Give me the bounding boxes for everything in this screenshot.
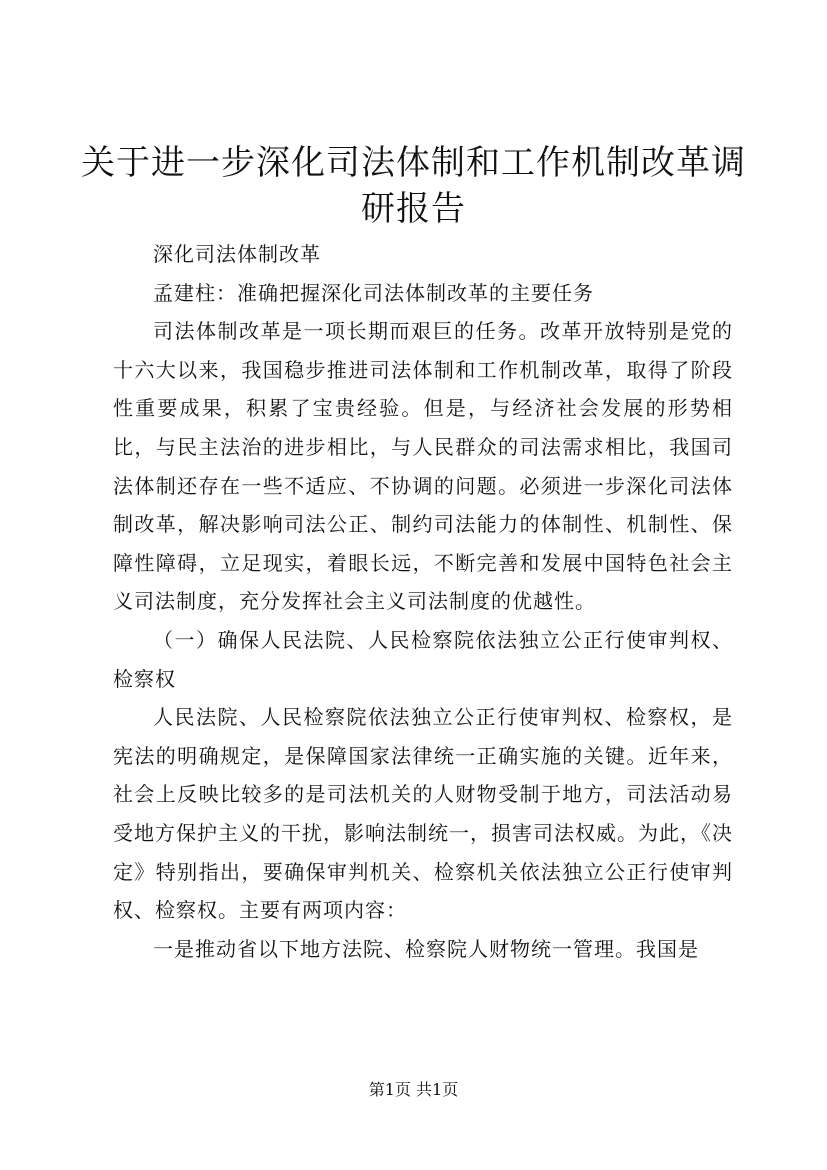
paragraph-intro: 司法体制改革是一项长期而艰巨的任务。改革开放特别是党的十六大以来，我国稳步推进司法体制和工作机制改革，取得了阶段性重要成果，积累了宝贵经验。但是，与经济社会发展的形势相比，与民主法治的进步相比，与人民群众的司法需求相比，我国司法体制还存在一些不适应、不协调的问题。必须进一步深化司法体制改革，解决影响司法公正、制约司法能力的体制性、机制性、保障性障碍，立足现实，着眼长远，不断完善和发展中国特色社会主义司法制度，充分发挥社会主义司法制度的优越性。 bbox=[113, 319, 733, 614]
paragraph-section-body: 人民法院、人民检察院依法独立公正行使审判权、检察权，是宪法的明确规定，是保障国家法律统一正确实施的关键。近年来，社会上反映比较多的是司法机关的人财物受制于地方，司法活动易受地方保护主义的干扰，影响法制统一，损害司法权威。为此，《决定》特别指出，要确保审判机关、检察机关依法独立公正行使审判权、检察权。主要有两项内容： bbox=[113, 705, 733, 923]
page-number: 第1页 共1页 bbox=[368, 1080, 459, 1099]
document-body bbox=[113, 235, 733, 968]
paragraph-subtitle: 深化司法体制改革 bbox=[153, 242, 321, 266]
paragraph-section-heading: （一）确保人民法院、人民检察院依法独立公正行使审判权、检察权 bbox=[113, 627, 733, 691]
document-title: 关于进一步深化司法体制和工作机制改革调研报告 bbox=[81, 143, 746, 229]
paragraph-point-one: 一是推动省以下地方法院、检察院人财物统一管理。我国是 bbox=[153, 936, 699, 961]
paragraph-author-heading: 孟建柱：准确把握深化司法体制改革的主要任务 bbox=[153, 280, 594, 305]
